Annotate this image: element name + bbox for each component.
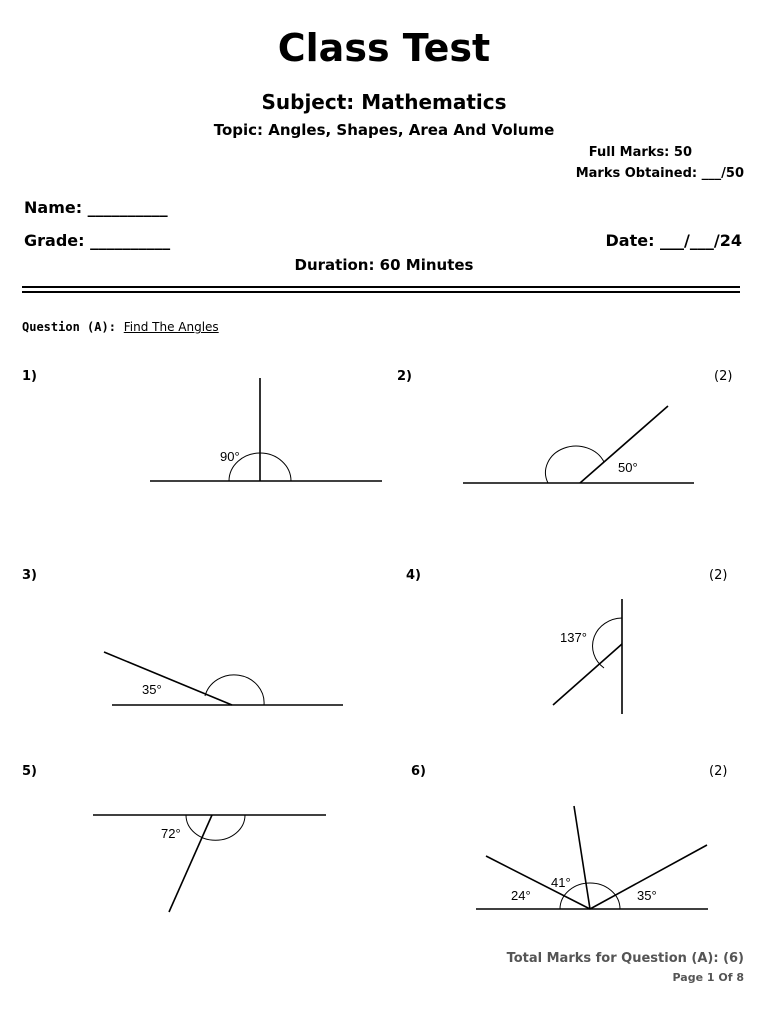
marks-obtained: Marks Obtained: ___/50 [575,166,744,181]
figure-4 [553,599,622,714]
page-number: Page 1 Of 8 [672,971,744,984]
topic-heading: Topic: Angles, Shapes, Area And Volume [213,121,555,139]
figure-3 [104,652,343,705]
angle-label-2: 50° [618,460,638,475]
angle-label-6c: 35° [637,888,657,903]
item-number-1: 1) [22,369,37,384]
question-instruction: Find The Angles [123,320,219,334]
item-marks-2: (2) [714,369,733,384]
angle-label-4: 137° [560,630,587,645]
figure-5 [93,815,326,912]
angle-label-1: 90° [220,449,240,464]
full-marks: Full Marks: 50 [588,145,692,160]
page-title: Class Test [277,26,491,70]
angle-label-5: 72° [161,826,181,841]
item-marks-6: (2) [709,764,728,779]
item-number-2: 2) [397,369,412,384]
item-marks-4: (2) [709,568,728,583]
angle-label-6b: 41° [551,875,571,890]
subject-heading: Subject: Mathematics [261,90,507,114]
item-number-5: 5) [22,764,37,779]
duration: Duration: 60 Minutes [294,256,474,274]
grade-field: Grade: __________ [24,231,171,250]
angle-label-6a: 24° [511,888,531,903]
total-marks: Total Marks for Question (A): (6) [506,951,744,966]
angle-label-3: 35° [142,682,162,697]
item-number-6: 6) [411,764,426,779]
question-label: Question (A): [22,320,116,334]
figure-1 [150,378,382,481]
item-number-3: 3) [22,568,37,583]
name-field: Name: __________ [24,198,168,217]
figure-2 [463,406,694,483]
item-number-4: 4) [406,568,421,583]
date-field: Date: ___/___/24 [605,231,742,250]
